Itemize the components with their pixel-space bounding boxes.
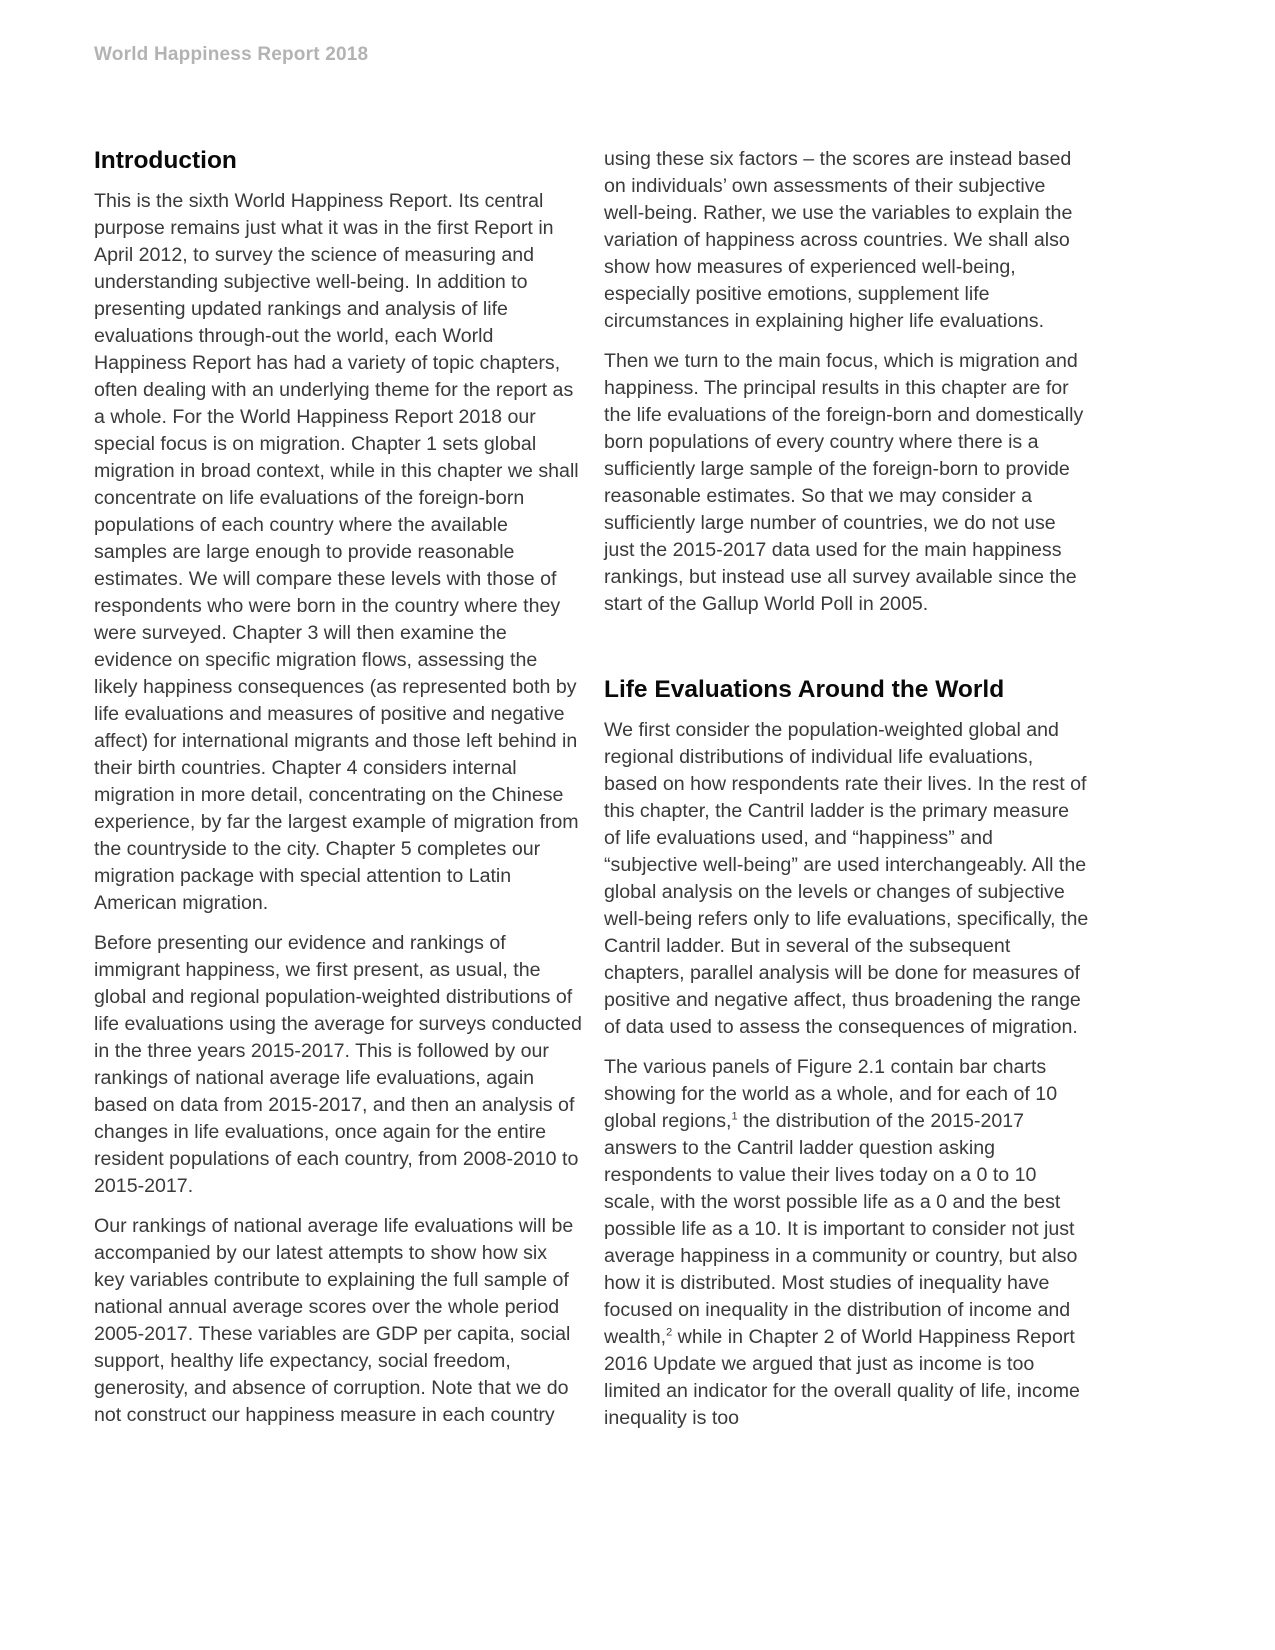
migration-focus-paragraph: Then we turn to the main focus, which is migration and happiness. The principal results in this chapter are for the life evaluations of the foreign-born and domestically born populations of every country where there is a sufficiently large sample of the foreign-born to provide reasonable estimates. So that we may consider a sufficiently large number of countries, we do not use just the 2015-2017 data used for the main happiness rankings, but instead use all survey available since the start of the Gallup World Poll in 2005. [604, 350, 1084, 615]
life-evaluations-heading: Life Evaluations Around the World [604, 676, 1005, 703]
figure-paragraph-text-2: the distribution of the 2015-2017 answers to the Cantril ladder question asking respondents to value their lives today on a 0 to 10 scale, with the worst possible life as a 0 and the best possible life as a 10. It is important to consider not just average happiness in a community or country, but also how it is distributed. Most studies of inequality have focused on inequality in the distribution of income and wealth, [604, 1110, 1078, 1348]
left-column [94, 146, 582, 1442]
intro-paragraph-2: Before presenting our evidence and rankings of immigrant happiness, we first present, as usual, the global and regional population-weighted distributions of life evaluations using the average for surveys conducted in the three years 2015-2017. This is followed by our rankings of national average life evaluations, again based on data from 2015-2017, and then an analysis of changes in life evaluations, once again for the entire resident populations of each country, from 2008-2010 to 2015-2017. [94, 932, 582, 1197]
figure-paragraph [604, 1054, 1090, 1432]
running-header: World Happiness Report 2018 [94, 44, 369, 65]
footnote-ref-2[interactable]: 2 [666, 1326, 673, 1339]
figure-paragraph-text-1: The various panels of Figure 2.1 contain bar charts showing for the world as a whole, and for each of 10 global regions, [604, 1056, 1058, 1132]
introduction-heading: Introduction [94, 147, 237, 174]
life-evaluations-paragraph: We first consider the population-weighted global and regional distributions of individual life evaluations, based on how respondents rate their lives. In the rest of this chapter, the Cantril ladder is the primary measure of life evaluations used, and “happiness” and “subjective well-being” are used interchangeably. All the global analysis on the levels or changes of subjective well-being refers only to life evaluations, specifically, the Cantril ladder. But in several of the subsequent chapters, parallel analysis will be done for measures of positive and negative affect, thus broadening the range of data used to assess the consequences of migration. [604, 719, 1089, 1038]
intro-paragraph-3: Our rankings of national average life evaluations will be accompanied by our latest attempts to show how six key variables contribute to explaining the full sample of national annual average scores over the whole period 2005-2017. These variables are GDP per capita, social support, healthy life expectancy, social freedom, generosity, and absence of corruption. Note that we do not construct our happiness measure in each country [94, 1215, 574, 1426]
figure-paragraph-text-3: while in Chapter 2 of World Happiness Report 2016 Update we argued that just as income is too limited an indicator for the overall quality of life, income inequality is too [604, 1326, 1080, 1429]
section-spacer [604, 631, 1090, 675]
right-column [604, 146, 1090, 1445]
footnote-ref-1[interactable]: 1 [731, 1110, 738, 1123]
continued-paragraph: using these six factors – the scores are instead based on individuals’ own assessments of their subjective well-being. Rather, we use the variables to explain the variation of happiness across countries. We shall also show how measures of experienced well-being, especially positive emotions, supplement life circumstances in explaining higher life evaluations. [604, 148, 1073, 332]
intro-paragraph-1: This is the sixth World Happiness Report. Its central purpose remains just what it was in the first Report in April 2012, to survey the science of measuring and understanding subjective well-being. In addition to presenting updated rankings and analysis of life evaluations through-out the world, each World Happiness Report has had a variety of topic chapters, often dealing with an underlying theme for the report as a whole. For the World Happiness Report 2018 our special focus is on migration. Chapter 1 sets global migration in broad context, while in this chapter we shall concentrate on life evaluations of the foreign-born populations of each country where the available samples are large enough to provide reasonable estimates. We will compare these levels with those of respondents who were born in the country where they were surveyed. Chapter 3 will then examine the evidence on specific migration flows, assessing the likely happiness consequences (as represented both by life evaluations and measures of positive and negative affect) for international migrants and those left behind in their birth countries. Chapter 4 considers internal migration in more detail, concentrating on the Chinese experience, by far the largest example of migration from the countryside to the city. Chapter 5 completes our migration package with special attention to Latin American migration. [94, 190, 579, 914]
